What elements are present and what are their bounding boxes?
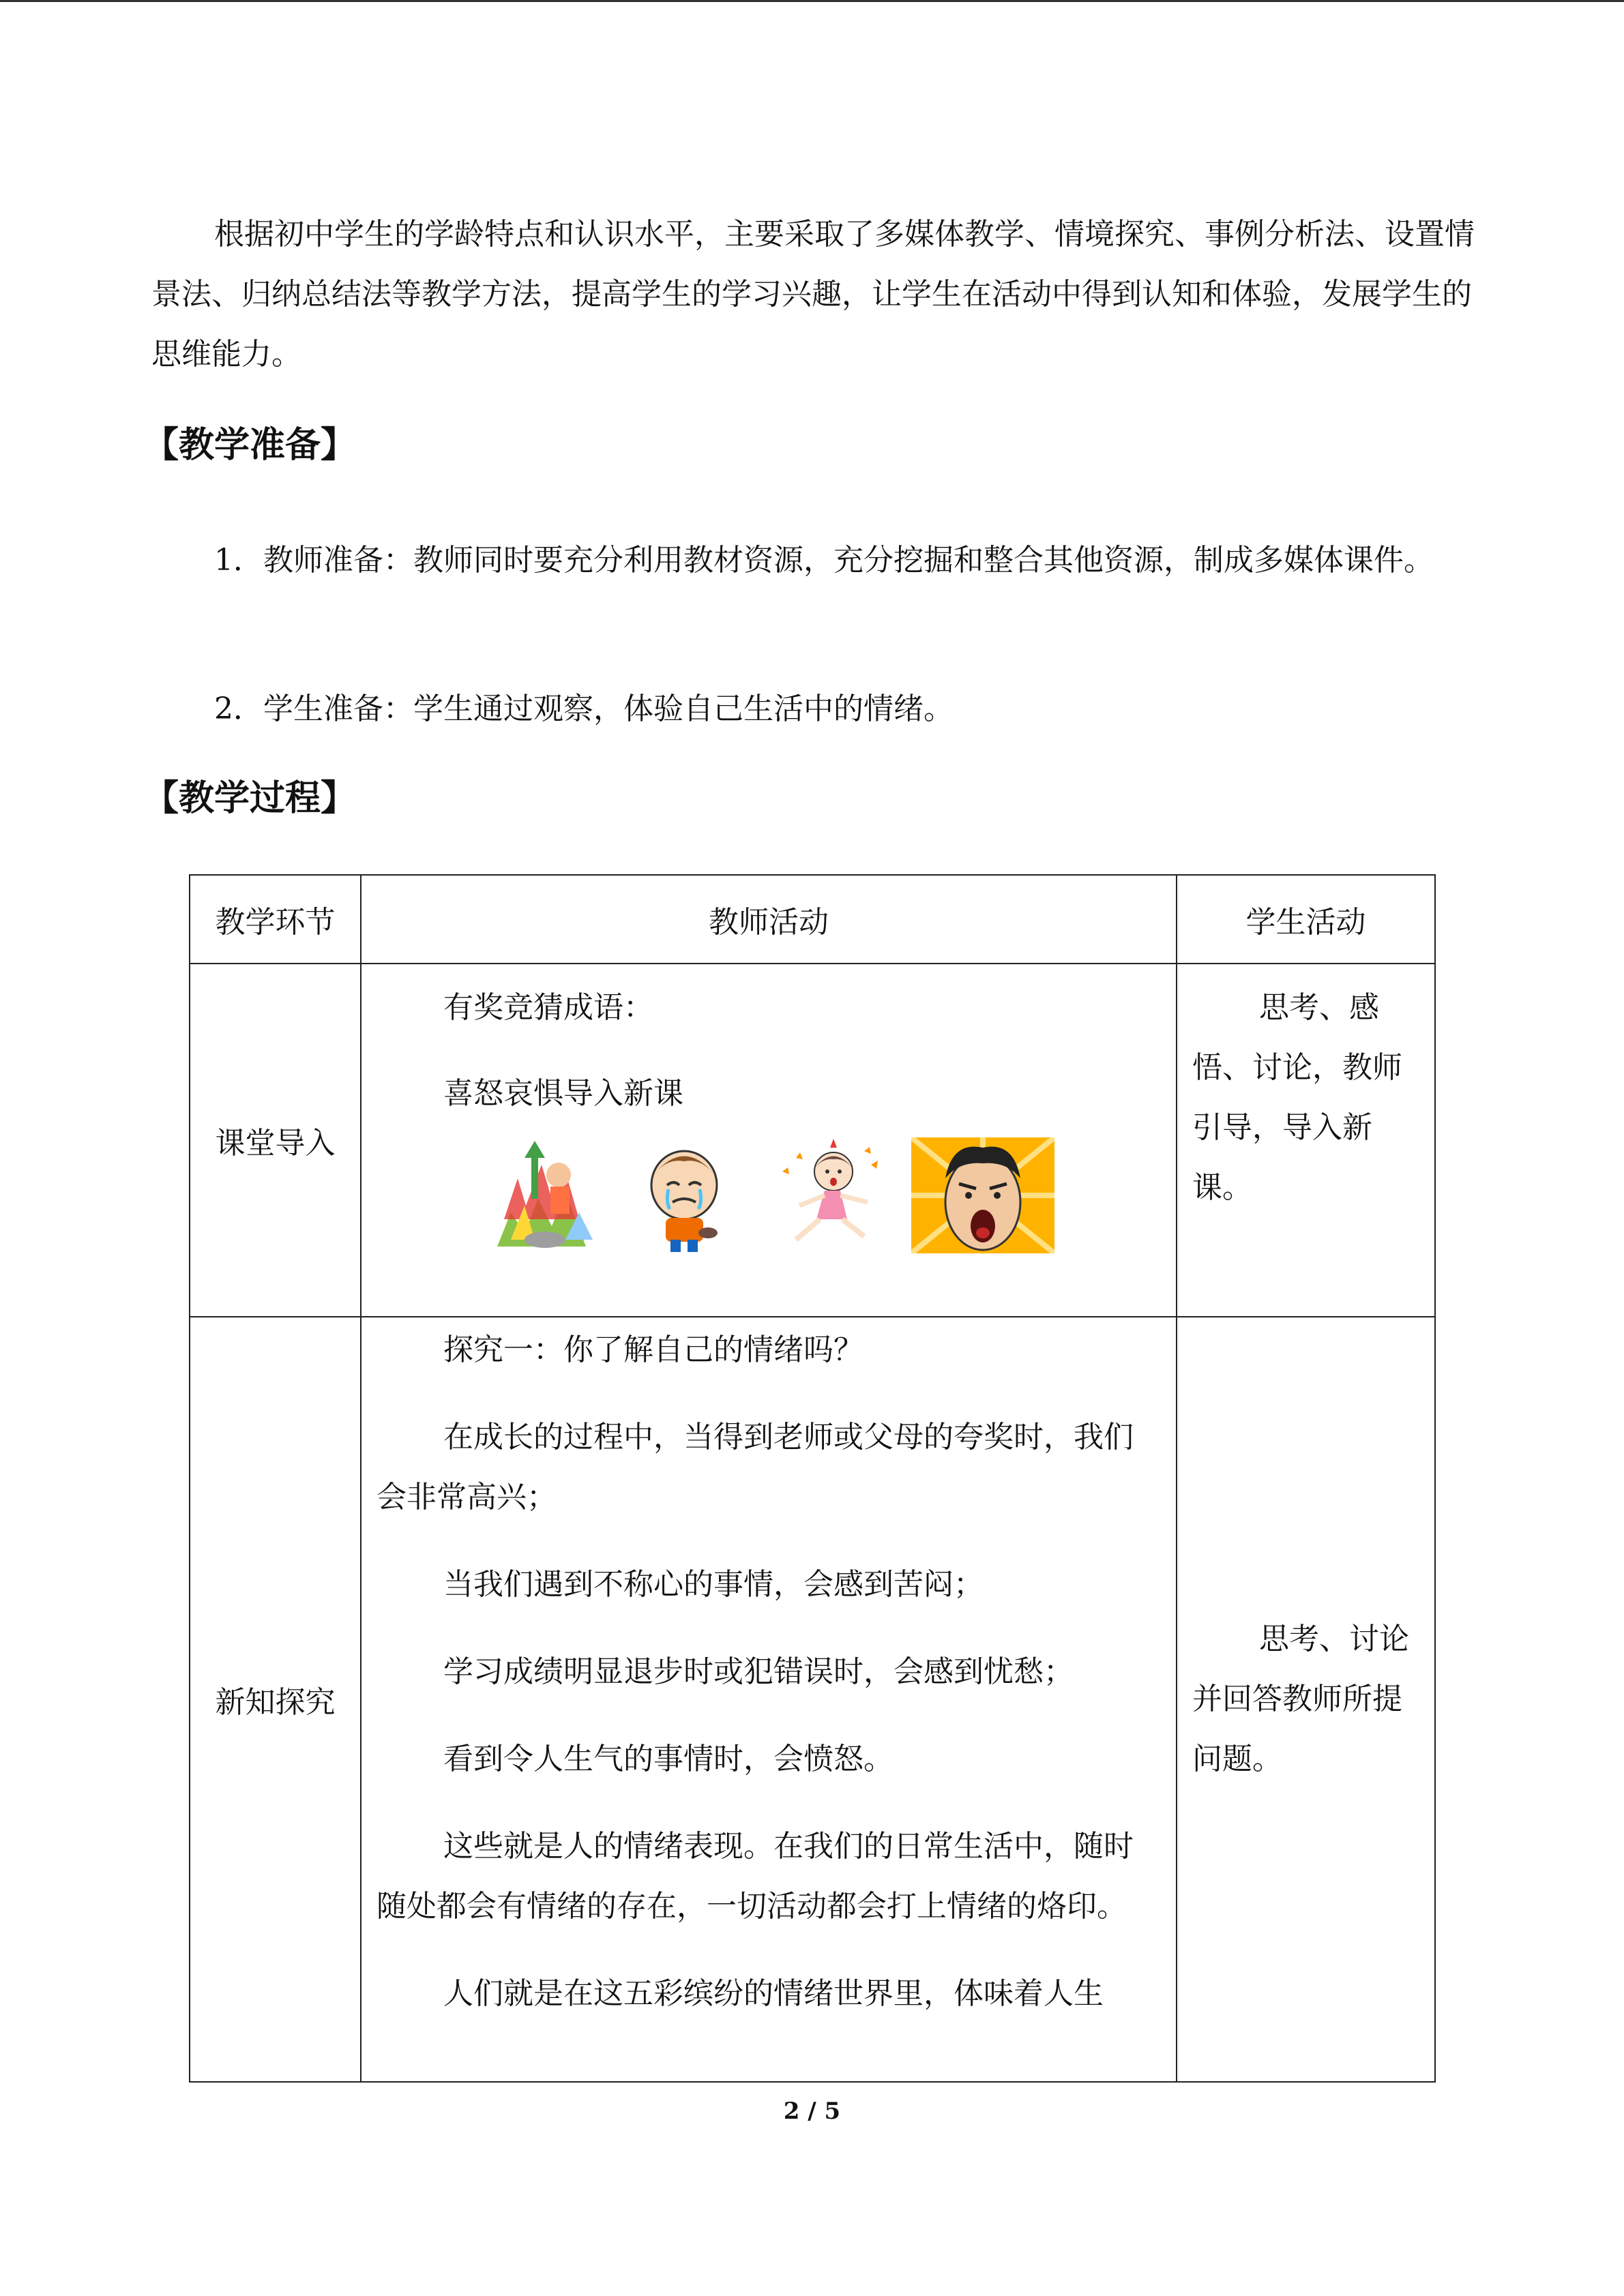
- joy-illustration: [484, 1137, 603, 1253]
- stage-cell: 新知探究: [190, 1317, 361, 2082]
- table-header-row: [190, 875, 1435, 964]
- emotion-images: [377, 1137, 1161, 1253]
- joy-illustration-icon: [484, 1137, 603, 1253]
- student-activity-text: 思考、讨论并回答教师所提问题。: [1192, 1622, 1409, 1776]
- teacher-line: 探究一：你了解自己的情绪吗？: [443, 1332, 863, 1367]
- scared-girl-icon: [769, 1137, 888, 1253]
- student-activity-text: 思考、感悟、讨论，教师引导，导入新课。: [1192, 990, 1402, 1205]
- teacher-activity-cell: [361, 964, 1177, 1317]
- student-activity-cell: [1177, 964, 1435, 1317]
- process-heading: 【教学过程】: [143, 778, 357, 819]
- table-row: [190, 1317, 1435, 2082]
- stage-cell: 课堂导入: [190, 964, 361, 1317]
- teacher-line: 有奖竞猜成语：: [443, 990, 653, 1025]
- teacher-line: 喜怒哀惧导入新课: [443, 1076, 683, 1111]
- scared-girl-illustration: [769, 1137, 888, 1253]
- shouting-man-illustration: [911, 1137, 1054, 1253]
- header-student-activity: 学生活动: [1177, 875, 1435, 964]
- header-teacher-activity: 教师活动: [361, 875, 1177, 964]
- crying-boy-illustration: [626, 1137, 745, 1253]
- crying-boy-icon: [626, 1137, 745, 1253]
- table-row: [190, 964, 1435, 1317]
- preparation-item-2: 2．学生准备：学生通过观察，体验自己生活中的情绪。: [214, 691, 954, 726]
- teacher-line: 在成长的过程中，当得到老师或父母的夸奖时，我们会非常高兴；: [377, 1420, 1134, 1515]
- teacher-line: 当我们遇到不称心的事情，会感到苦闷；: [443, 1567, 984, 1602]
- teacher-line: 看到令人生气的事情时，会愤怒。: [443, 1742, 894, 1776]
- student-activity-cell: [1177, 1317, 1435, 2082]
- page-top-border: [0, 0, 1624, 2]
- intro-paragraph: 根据初中学生的学龄特点和认识水平，主要采取了多媒体教学、情境探究、事例分析法、设置情景法、归纳总结法等教学方法，提高学生的学习兴趣，让学生在活动中得到认知和体验，发展学生的思维能力。: [151, 217, 1475, 372]
- teacher-line: 人们就是在这五彩缤纷的情绪世界里，体味着人生: [443, 1976, 1104, 2011]
- shouting-man-icon: [911, 1137, 1054, 1253]
- teacher-activity-cell: [361, 1317, 1177, 2082]
- header-stage: 教学环节: [190, 875, 361, 964]
- teaching-process-table: [189, 874, 1436, 2083]
- page-number: 2 / 5: [783, 2098, 841, 2125]
- preparation-heading: 【教学准备】: [143, 425, 357, 466]
- teacher-line: 学习成绩明显退步时或犯错误时，会感到忧愁；: [443, 1654, 1074, 1689]
- teacher-line: 这些就是人的情绪表现。在我们的日常生活中，随时随处都会有情绪的存在，一切活动都会打上情绪的烙印。: [377, 1829, 1134, 1924]
- preparation-item-1: 1．教师准备：教师同时要充分利用教材资源，充分挖掘和整合其他资源，制成多媒体课件。: [214, 543, 1434, 578]
